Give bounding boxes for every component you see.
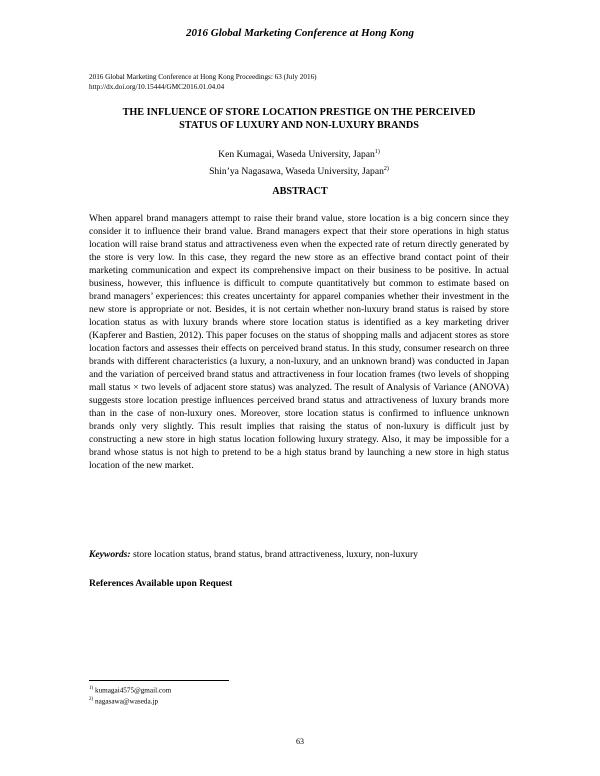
keywords-label: Keywords: — [89, 549, 131, 560]
running-header: 2016 Global Marketing Conference at Hong Kong — [186, 27, 414, 39]
author-line — [89, 145, 509, 162]
abstract-heading: ABSTRACT — [272, 186, 328, 197]
footnote-email[interactable]: kumagai4575@gmail.com — [93, 686, 172, 695]
paper-title-line: THE INFLUENCE OF STORE LOCATION PRESTIGE ON THE PERCEIVED — [122, 107, 476, 118]
author-list — [89, 145, 509, 179]
footnote — [89, 684, 171, 695]
doi-link[interactable]: http://dx.doi.org/10.15444/GMC2016.01.04.04 — [89, 82, 225, 91]
proceedings-info — [89, 73, 317, 93]
keywords-text: store location status, brand status, brand attractiveness, luxury, non-luxury — [130, 549, 418, 560]
footnote-email[interactable]: nagasawa@waseda.jp — [93, 697, 159, 706]
footnote-mark: 2) — [383, 166, 389, 173]
author-name: Ken Kumagai, Waseda University, Japan — [218, 149, 375, 161]
references-note: References Available upon Request — [89, 578, 233, 589]
proceedings-citation: 2016 Global Marketing Conference at Hong Kong Proceedings: 63 (July 2016) — [89, 73, 317, 81]
paper-title — [89, 106, 509, 132]
paper-title-line: STATUS OF LUXURY AND NON-LUXURY BRANDS — [179, 120, 419, 131]
author-line — [89, 162, 509, 179]
footnote-mark: 1) — [89, 686, 94, 691]
footnote-divider — [89, 680, 229, 681]
footnote-mark: 1) — [374, 149, 380, 155]
page-number: 63 — [296, 737, 304, 746]
footnote — [89, 695, 171, 706]
footnotes — [89, 684, 171, 707]
footnote-mark: 2) — [89, 697, 94, 703]
keywords — [89, 549, 509, 560]
abstract-body: When apparel brand managers attempt to raise their brand value, store location is a big concern since they consider it to influence their brand value. Brand managers expect that their store operations in high status location will raise brand status and attractiveness even when the expected rate of return directly generated by the store is very low. In this case, they regard the new store as an effective brand contact point of their marketing communication and expect its comprehensive impact on their business to be positive. In actual business, however, this influence is difficult to compute quantitatively but common to estimate based on brand managers’ experiences: this creates uncertainty for apparel companies whether their investment in the new store is appropriate or not. Besides, it is not certain whether non-luxury brand status is raised by store location status as with luxury brands where store location status is identified as a key marketing driver (Kapferer and Bastien, 2012). This paper focuses on the status of shopping malls and adjacent stores as store location factors and assesses their effects on perceived brand status. In this study, consumer research on three brands with different characteristics (a luxury, a non-luxury, and an unknown brand) was conducted in Japan and the variation of perceived brand status and attractiveness in four location frames (two levels of shopping mall status × two levels of adjacent store status) was analyzed. The result of Analysis of Variance (ANOVA) suggests store location prestige influences perceived brand status and attractiveness of luxury brands more than in the case of non-luxury ones. Moreover, store location status is confirmed to influence unknown brands only very slightly. This result implies that raising the status of non-luxury is difficult just by constructing a new store in high status location following luxury strategy. Also, it may be impossible for a brand whose status is not high to pretend to be a high status brand by launching a new store in high status location of the new market. — [89, 213, 509, 471]
author-name: Shin’ya Nagasawa, Waseda University, Japan — [209, 166, 384, 178]
